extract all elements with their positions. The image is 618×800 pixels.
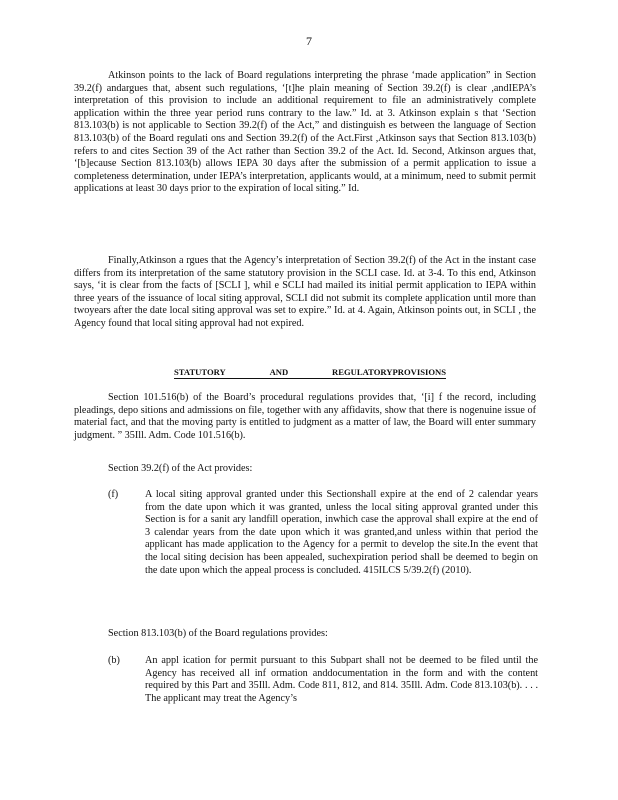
paragraph-section-39-intro: Section 39.2(f) of the Act provides: (108, 463, 253, 474)
heading-word-regulatory-provisions: REGULATORYPROVISIONS (332, 367, 446, 377)
provision-label-b: (b) (108, 655, 120, 666)
heading-word-statutory: STATUTORY (174, 367, 226, 377)
section-heading (174, 367, 446, 379)
paragraph-summary-judgment: Section 101.516(b) of the Board’s procedural regulations provides that, ‘[i] f the record, including pleadings, depo sitions and admissions on file, together with any affidavits, show that there is nogenuine issue of material fact, and that the moving party is entitled to judgment as a matter of law, the Board will enter summary judgment. ” 35Ill. Adm. Code 101.516(b). (74, 392, 536, 441)
provision-text-b: An appl ication for permit pursuant to this Subpart shall not be deemed to be filed until the Agency has received all inf ormation anddocumentation in the form and with the content required by this Part and 35Ill. Adm. Code 811, 812, and 814. 35Ill. Adm. Code 813.103(b). . . . The applicant may treat the Agency’s (145, 655, 538, 704)
quoted-provision-b (108, 655, 538, 705)
page-number: 7 (306, 34, 312, 48)
provision-label-f: (f) (108, 489, 119, 500)
paragraph-atkinson-regulations: Atkinson points to the lack of Board regulations interpreting the phrase ‘made application” in Section 39.2(f) andargues that, absent such regulations, ‘[t]he plain meaning of Section 39.2(f) is clear ,andIEPA’s interpretation of this provision to include an additional requirement to file an administratively complete application within the three year period runs contrary to the law.” Id. at 3. Atkinson explain s that ‘Section 813.103(b) is not applicable to Section 39.2(f) of the Act,” and distinguish es between the language of Section 813.103(b) of the Board regulati ons and Section 39.2(f) of the Act.First ,Atkinson says that Section 813.103(b) refers to and cites Section 39 of the Act rather than Section 39.2 of the Act. Id. Second, Atkinson argues that, ‘[b]ecause Section 813.103(b) allows IEPA 30 days after the submission of a permit application to issue a completeness determination, under IEPA’s interpretation, applicants would, at a minimum, need to submit permit applications at least 30 days prior to the expiration of local siting.” Id. (74, 70, 536, 195)
heading-word-and: AND (269, 367, 289, 377)
provision-text-f: A local siting approval granted under this Sectionshall expire at the end of 2 calendar years from the date upon which it was granted, unless the local siting approval granted under this Section is for a sanit ary landfill operation, inwhich case the approval shall expire at the end of 3 calendar years from the date upon which it was granted,and unless within that period the applicant has made application to the Agency for a permit to develop the site.In the event that the local siting decision has been appealed, suchexpiration period shall be deemed to begin on the date upon which the appeal process is concluded. 415ILCS 5/39.2(f) (2010). (145, 489, 538, 576)
paragraph-agency-interpretation: Finally,Atkinson a rgues that the Agency’s interpretation of Section 39.2(f) of the Act in the instant case differs from its interpretation of the same statutory provision in the SCLI case. Id. at 3-4. To this end, Atkinson says, ‘it is clear from the facts of [SCLI ], whil e SCLI had mailed its initial permit application to IEPA within three years of the issuance of local siting approval, SCLI did not submit its complete application until more than twoyears after the date local siting approval was set to expire.” Id. at 4. Again, Atkinson points out, in SCLI , the Agency found that local siting approval had not expired. (74, 255, 536, 329)
paragraph-section-813-intro: Section 813.103(b) of the Board regulations provides: (108, 628, 328, 639)
quoted-provision-f (108, 489, 538, 577)
